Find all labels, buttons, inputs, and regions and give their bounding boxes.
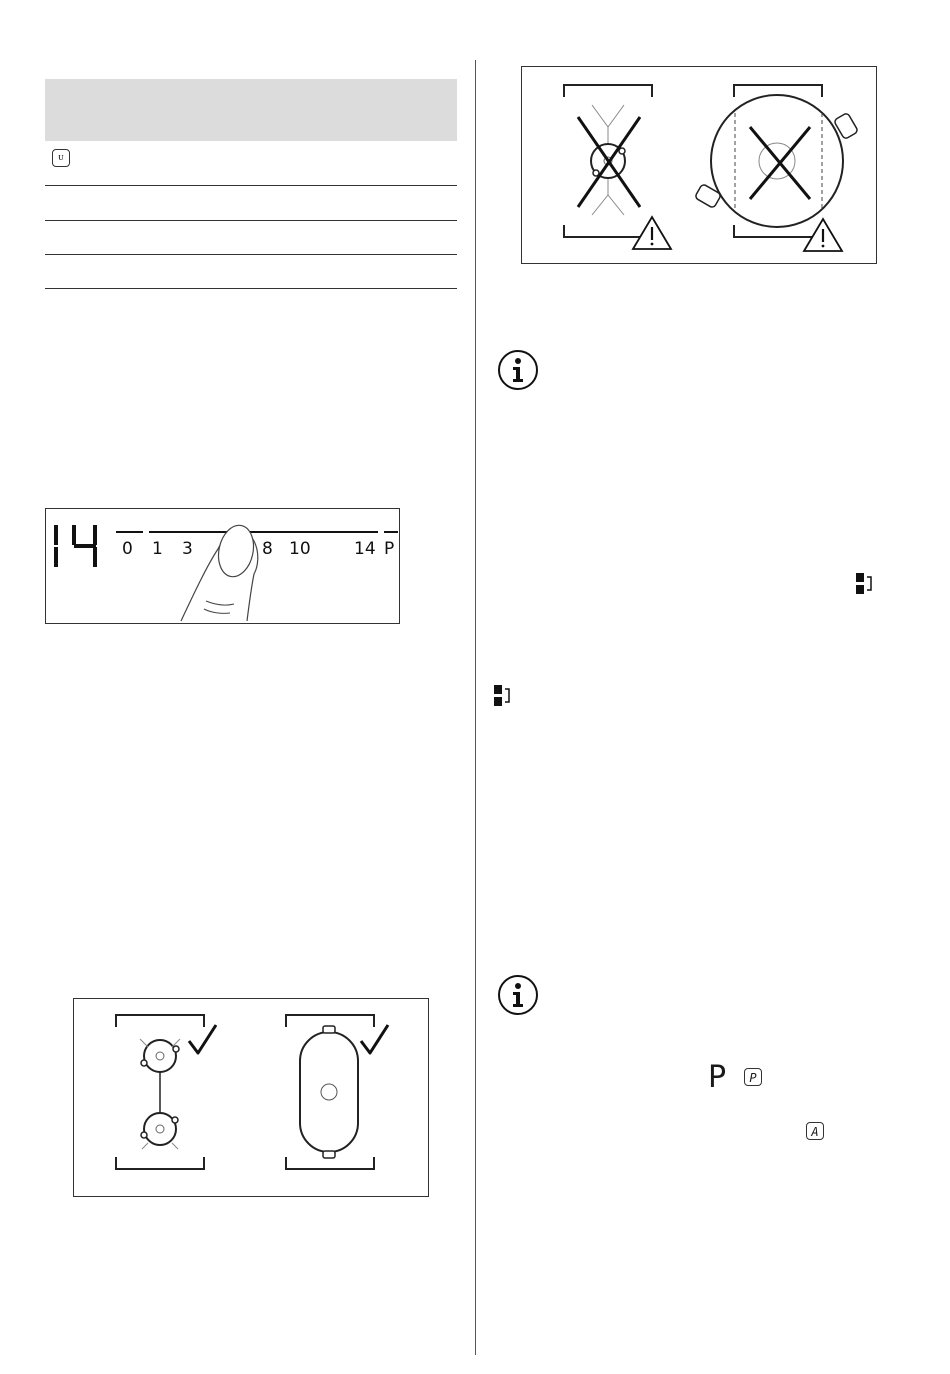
- info-icon: [497, 974, 539, 1016]
- scale-label-1: 1: [152, 539, 163, 559]
- incorrect-cookware-figure: [521, 66, 877, 264]
- power-management-icon: [493, 684, 513, 708]
- power-boost-symbol: P: [708, 1060, 727, 1095]
- scale-label-14: 14: [354, 539, 376, 559]
- info-icon: [497, 349, 539, 391]
- table-row: [45, 185, 457, 221]
- scale-label-p: P: [384, 539, 395, 559]
- correct-cookware-illustration: [74, 999, 430, 1198]
- column-divider: [475, 60, 476, 1355]
- display-digits-graphic: [46, 509, 401, 625]
- auto-heat-display-icon: A: [806, 1122, 824, 1140]
- table-row: [45, 220, 457, 255]
- scale-label-8: 8: [262, 539, 273, 559]
- correct-cookware-figure: [73, 998, 429, 1197]
- table-row: [45, 254, 457, 289]
- power-boost-display-icon: P: [744, 1068, 762, 1086]
- table-row: [45, 141, 457, 186]
- scale-label-3: 3: [182, 539, 193, 559]
- scale-label-0: 0: [122, 539, 133, 559]
- incorrect-cookware-illustration: [522, 67, 878, 265]
- table-header: [45, 79, 457, 141]
- scale-label-10: 10: [289, 539, 311, 559]
- power-slider-figure: [45, 508, 400, 624]
- power-management-icon: [855, 572, 875, 596]
- zone-symbol-icon: ᴜ: [52, 149, 70, 167]
